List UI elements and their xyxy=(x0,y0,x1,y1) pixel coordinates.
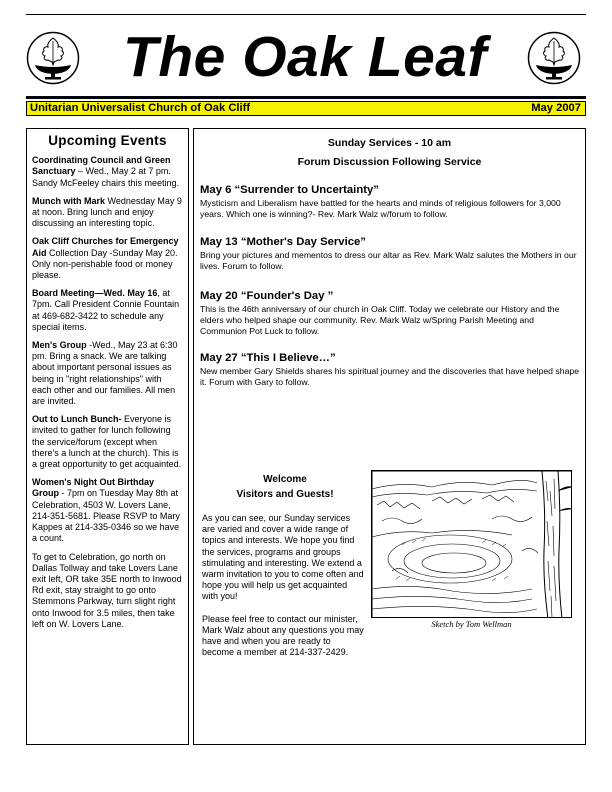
issue-banner xyxy=(26,101,586,116)
service-item xyxy=(200,183,580,220)
service-title: May 27 “This I Believe…” xyxy=(200,352,336,364)
event-title: Men's Group xyxy=(32,340,87,351)
services-heading-line1: Sunday Services - 10 am xyxy=(327,137,452,149)
welcome-body xyxy=(202,513,364,669)
upcoming-events-sidebar xyxy=(26,128,189,745)
welcome-heading-line1: Welcome xyxy=(263,474,307,485)
top-rule xyxy=(26,14,586,15)
event-title: Oak Cliff Churches for Emergency Aid xyxy=(32,236,179,258)
event-title: Out to Lunch Bunch- xyxy=(32,414,122,425)
services-heading xyxy=(194,134,585,172)
chalice-oak-leaf-icon xyxy=(26,31,80,85)
event-title: Munch with Mark xyxy=(32,195,106,206)
event-body: Collection Day -Sunday May 20. Only non-perishable food or money please. xyxy=(32,247,178,281)
welcome-paragraph: Please feel free to contact our minister, Mark Walz about any questions you may have and when you are ready to become a member at 214-337-2429. xyxy=(202,613,364,658)
upcoming-events-heading: Upcoming Events xyxy=(48,133,167,148)
event-title: Coordinating Council and Green Sanctuary xyxy=(32,155,171,177)
service-description: Mysticism and Liberalism have battled for the hearts and minds of religious followers for 3,000 years. Which one is winning?- Rev. Mark Walz w/forum to follow. xyxy=(200,198,561,219)
service-title: May 20 “Founder's Day ” xyxy=(200,290,334,302)
newsletter-title: The Oak Leaf xyxy=(123,25,487,89)
service-description: This is the 46th anniversary of our church in Oak Cliff. Today we celebrate our History and the elders who helped shape our community. Rev. Mark Walz w/Spring Parish Meeting and Communion Pot Luck to follow. xyxy=(200,304,560,336)
event-item xyxy=(32,155,183,189)
event-item xyxy=(32,196,183,230)
event-title: Board Meeting—Wed. May 16 xyxy=(32,288,158,299)
service-title: May 13 “Mother's Day Service” xyxy=(200,236,366,248)
event-title: Women's Night Out Birthday Group xyxy=(32,477,154,499)
service-description: New member Gary Shields shares his spiritual journey and the discoveries that have helped shape it. Forum with Gary to follow. xyxy=(200,366,580,387)
landscape-sketch-image xyxy=(371,470,572,618)
event-item xyxy=(32,552,183,630)
masthead-rule xyxy=(26,96,586,99)
event-item xyxy=(32,288,183,333)
event-body: -Wed., May 23 at 6:30 pm. Bring a snack. We are talking about important personal issues as being in "right relationships" with each other and our families. All men are invited. xyxy=(32,340,178,407)
event-body: Everyone is invited to gather for lunch following the service/forum (except when there's a lunch at the church). This is a great opportunity to get acquainted. xyxy=(32,414,182,470)
service-description: Bring your pictures and mementos to dress our altar as Rev. Mark Walz salutes the Mothers in our lives. Forum to follow. xyxy=(200,250,577,271)
event-body: Wednesday May 9 at noon. Bring lunch and enjoy discussing an interesting topic. xyxy=(32,195,182,229)
event-item xyxy=(32,340,183,407)
welcome-paragraph: As you can see, our Sunday services are varied and cover a wide range of topics and interests. We hope you find the services, programs and groups stimulating and interesting. We extend a warm invitation to you to come often and hope you will help us get acquainted with you! xyxy=(202,513,364,602)
main-content-box xyxy=(193,128,586,745)
event-body: – Wed., May 2 at 7 pm. Sandy McFeeley chairs this meeting. xyxy=(32,166,180,188)
welcome-heading xyxy=(200,472,370,502)
service-item xyxy=(200,289,580,337)
event-item xyxy=(32,414,183,470)
event-item xyxy=(32,477,183,544)
welcome-heading-line2: Visitors and Guests! xyxy=(236,489,334,500)
services-heading-line2: Forum Discussion Following Service xyxy=(297,156,482,168)
event-item xyxy=(32,236,183,281)
service-title: May 6 “Surrender to Uncertainty” xyxy=(200,184,379,196)
issue-date: May 2007 xyxy=(531,102,581,114)
sketch-drawing xyxy=(372,471,572,618)
service-item xyxy=(200,235,580,272)
church-name: Unitarian Universalist Church of Oak Cliff xyxy=(30,102,251,114)
event-body: , at 7pm. Call President Connie Fountain at 469-682-3422 to schedule any special items. xyxy=(32,288,180,332)
chalice-oak-leaf-icon xyxy=(527,31,581,85)
service-item xyxy=(200,351,580,388)
event-body: To get to Celebration, go north on Dallas Tollway and take Lovers Lane exit left, OR take 35E north to Inwood Rd exit, stay straight to go onto Stemmons Parkway, turn slight right onto Inwood for 3.5 miles, then take left on W. Lovers Lane. xyxy=(32,551,182,629)
event-body: - 7pm on Tuesday May 8th at Celebration, 4503 W. Lovers Lane, 214-351-5681. Please RSVP to Mary Kappes at 214-335-0346 so we have a count. xyxy=(32,488,180,544)
sketch-caption: Sketch by Tom Wellman xyxy=(431,619,512,629)
